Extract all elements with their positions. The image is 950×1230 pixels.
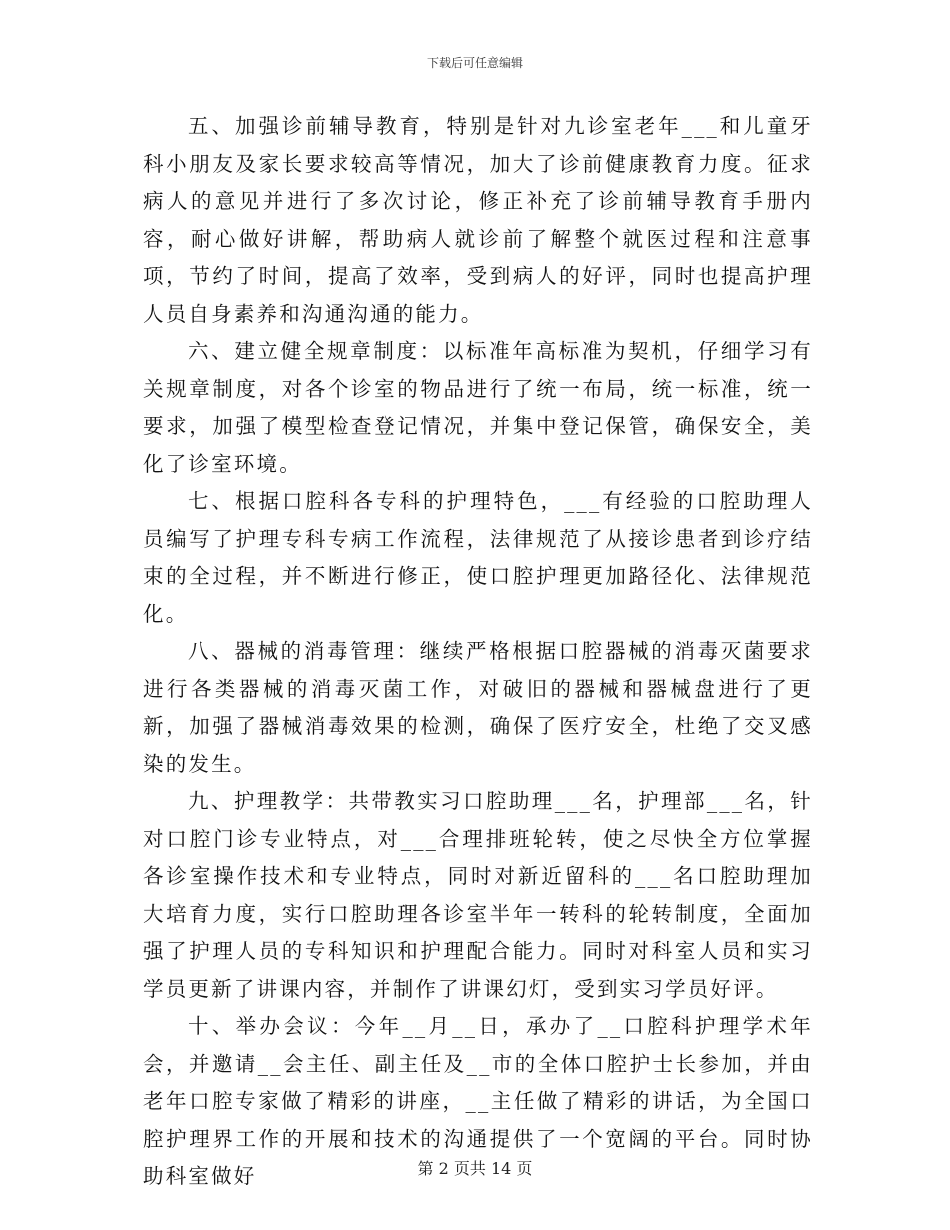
paragraph-10: 十、举办会议：今年__月__日，承办了__口腔科护理学术年会，并邀请__会主任、副主任及__市的全体口腔护士长参加，并由老年口腔专家做了精彩的讲座，__主任做了精彩的讲话，为全国口腔护理界工作的开展和技术的沟通提供了一个宽阔的平台。同时协助科室做好 [143,1014,813,1188]
paragraph-7: 七、根据口腔科各专科的护理特色，___有经验的口腔助理人员编写了护理专科专病工作流程，法律规范了从接诊患者到诊疗结束的全过程，并不断进行修正，使口腔护理更加路径化、法律规范化。 [143,489,813,626]
paragraph-8: 八、器械的消毒管理：继续严格根据口腔器械的消毒灭菌要求进行各类器械的消毒灭菌工作，对破旧的器械和器械盘进行了更新，加强了器械消毒效果的检测，确保了医疗安全，杜绝了交叉感染的发生。 [143,639,813,776]
page-header: 下载后可任意编辑 [426,56,523,70]
document-body [143,108,813,1196]
page-footer: 第 2 页共 14 页 [417,1159,533,1178]
paragraph-5: 五、加强诊前辅导教育，特别是针对九诊室老年___和儿童牙科小朋友及家长要求较高等情况，加大了诊前健康教育力度。征求病人的意见并进行了多次讨论，修正补充了诊前辅导教育手册内容，耐心做好讲解，帮助病人就诊前了解整个就医过程和注意事项，节约了时间，提高了效率，受到病人的好评，同时也提高护理人员自身素养和沟通沟通的能力。 [143,114,813,326]
paragraph-9: 九、护理教学：共带教实习口腔助理___名，护理部___名，针对口腔门诊专业特点，对___合理排班轮转，使之尽快全方位掌握各诊室操作技术和专业特点，同时对新近留科的___名口腔助理加大培育力度，实行口腔助理各诊室半年一转科的轮转制度，全面加强了护理人员的专科知识和护理配合能力。同时对科室人员和实习学员更新了讲课内容，并制作了讲课幻灯，受到实习学员好评。 [143,789,813,1001]
paragraph-6: 六、建立健全规章制度：以标准年高标准为契机，仔细学习有关规章制度，对各个诊室的物品进行了统一布局，统一标准，统一要求，加强了模型检查登记情况，并集中登记保管，确保安全，美化了诊室环境。 [143,339,813,476]
